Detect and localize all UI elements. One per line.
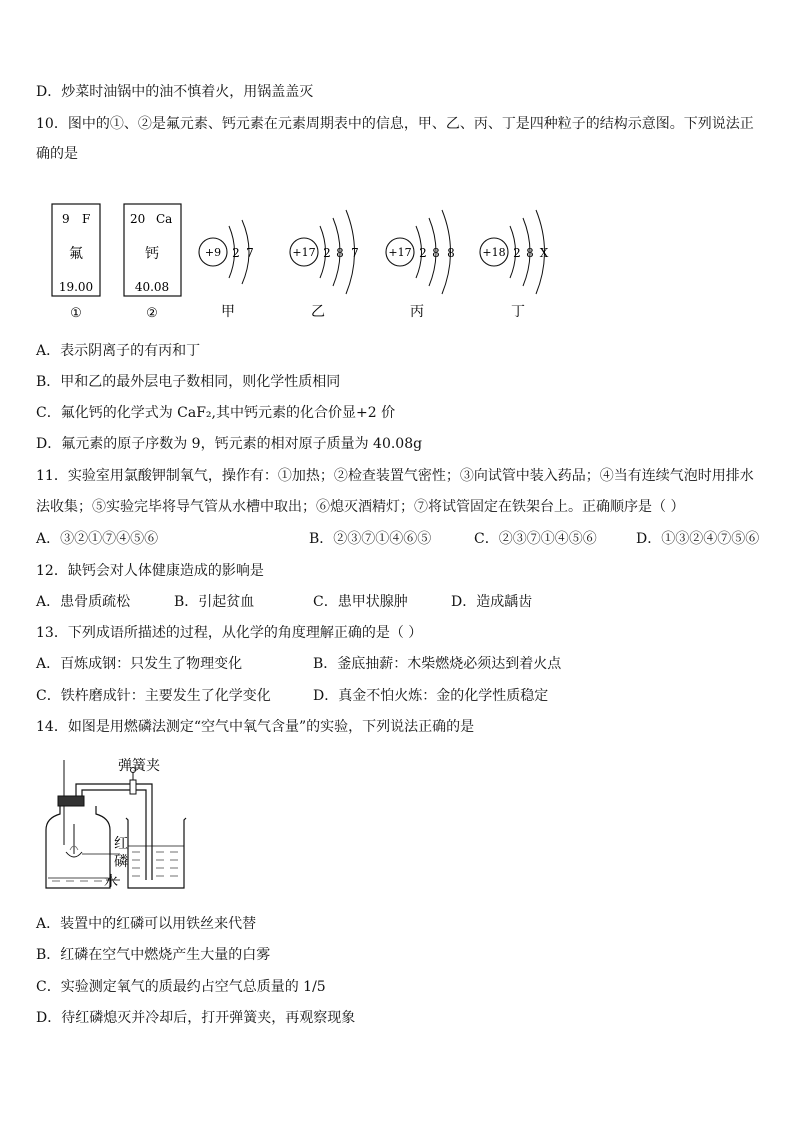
q14-option-a: A．装置中的红磷可以用铁丝来代替 xyxy=(36,916,257,932)
card-symbol: F xyxy=(82,212,91,226)
q11-stem-line2: 法收集；⑤实验完毕将导气管从水槽中取出；⑥熄灭酒精灯；⑦将试管固定在铁架台上。正确顺序是（ ） xyxy=(36,499,685,515)
q13-options-row1 xyxy=(36,654,760,674)
q10-option-c: C．氟化钙的化学式为 CaF₂,其中钙元素的化合价显+2 价 xyxy=(36,405,396,421)
shell-electrons: 2 xyxy=(513,246,521,260)
q14-apparatus-figure xyxy=(36,750,196,895)
q10-figure xyxy=(0,190,794,330)
card-atomic-number: 9 xyxy=(62,212,70,226)
water-label: 水 xyxy=(104,874,118,890)
q13-option-c: C．铁杵磨成针：主要发生了化学变化 xyxy=(36,688,271,704)
shell-electrons: 2 xyxy=(419,246,427,260)
q11-option-c: C．②③⑦①④⑤⑥ xyxy=(474,531,597,547)
shell-electrons: 2 xyxy=(232,246,240,260)
particle-ding xyxy=(480,210,549,320)
q13-stem: 13．下列成语所描述的过程，从化学的角度理解正确的是（ ） xyxy=(36,625,423,641)
shell-electrons: 7 xyxy=(351,246,359,260)
element-card-calcium xyxy=(124,204,181,321)
q13-option-b: B．釜底抽薪：木柴燃烧必须达到着火点 xyxy=(313,656,562,672)
card-label: ① xyxy=(70,306,82,321)
q14-option-c: C．实验测定氧气的质最约占空气总质量的 1/5 xyxy=(36,979,326,995)
element-card-fluorine xyxy=(52,204,100,321)
q12-option-a: A．患骨质疏松 xyxy=(36,594,131,610)
particle-jia xyxy=(199,220,254,320)
card-mass: 40.08 xyxy=(134,280,170,294)
card-name: 钙 xyxy=(145,246,159,262)
q11-stem-line1: 11．实验室用氯酸钾制氧气，操作有：①加热；②检查装置气密性；③向试管中装入药品；④当有连续气泡时用排水 xyxy=(36,468,754,484)
phosphorus-label: 磷 xyxy=(114,854,128,870)
q10-stem-line1: 10．图中的①、②是氟元素、钙元素在元素周期表中的信息，甲、乙、丙、丁是四种粒子的结构示意图。下列说法正 xyxy=(36,116,754,132)
card-name: 氟 xyxy=(69,246,83,262)
q12-option-b: B．引起贫血 xyxy=(174,594,255,610)
particle-label: 甲 xyxy=(221,304,235,320)
q11-options xyxy=(36,529,760,549)
q10-option-d: D．氟元素的原子序数为 9，钙元素的相对原子质量为 40.08g xyxy=(36,436,423,452)
q13-options-row2 xyxy=(36,686,760,706)
particle-label: 丙 xyxy=(410,304,424,320)
q12-options xyxy=(36,592,760,612)
q14-stem: 14．如图是用燃磷法测定“空气中氧气含量”的实验，下列说法正确的是 xyxy=(36,719,475,735)
q10-option-b: B．甲和乙的最外层电子数相同，则化学性质相同 xyxy=(36,374,341,390)
q13-option-d: D．真金不怕火炼：金的化学性质稳定 xyxy=(313,688,549,704)
shell-electrons: 7 xyxy=(246,246,254,260)
q10-stem-line2: 确的是 xyxy=(36,146,78,162)
q10-option-a: A．表示阴离子的有丙和丁 xyxy=(36,343,201,359)
q13-option-a: A．百炼成钢：只发生了物理变化 xyxy=(36,656,243,672)
shell-electrons: 8 xyxy=(336,246,344,260)
shell-electrons: 2 xyxy=(323,246,331,260)
q14-option-b: B．红磷在空气中燃烧产生大量的白雾 xyxy=(36,947,271,963)
q11-option-b: B．②③⑦①④⑥⑤ xyxy=(309,531,432,547)
red-label: 红 xyxy=(114,836,128,852)
shell-electrons: 8 xyxy=(447,246,455,260)
q12-option-d: D．造成龋齿 xyxy=(451,594,533,610)
particle-nucleus: +17 xyxy=(292,246,316,259)
particle-label: 丁 xyxy=(511,304,525,320)
card-mass: 19.00 xyxy=(58,280,94,294)
shell-electrons: X xyxy=(539,246,549,260)
card-symbol: Ca xyxy=(156,212,173,226)
q12-stem: 12．缺钙会对人体健康造成的影响是 xyxy=(36,563,264,579)
particle-nucleus: +17 xyxy=(388,246,412,259)
particle-nucleus: +9 xyxy=(204,246,222,259)
shell-electrons: 8 xyxy=(432,246,440,260)
particle-nucleus: +18 xyxy=(482,246,506,259)
particle-bing xyxy=(386,210,455,320)
card-atomic-number: 20 xyxy=(130,212,146,226)
particle-label: 乙 xyxy=(311,304,325,320)
card-label: ② xyxy=(146,306,158,321)
clamp-label: 弹簧夹 xyxy=(118,758,160,774)
q11-option-a: A．③②①⑦④⑤⑥ xyxy=(36,531,159,547)
q9-option-d: D．炒菜时油锅中的油不慎着火，用锅盖盖灭 xyxy=(36,84,314,100)
q14-option-d: D．待红磷熄灭并冷却后，打开弹簧夹，再观察现象 xyxy=(36,1010,356,1026)
q11-option-d: D．①③②④⑦⑤⑥ xyxy=(636,531,760,547)
q12-option-c: C．患甲状腺肿 xyxy=(313,594,408,610)
shell-electrons: 8 xyxy=(526,246,534,260)
particle-yi xyxy=(290,210,359,320)
